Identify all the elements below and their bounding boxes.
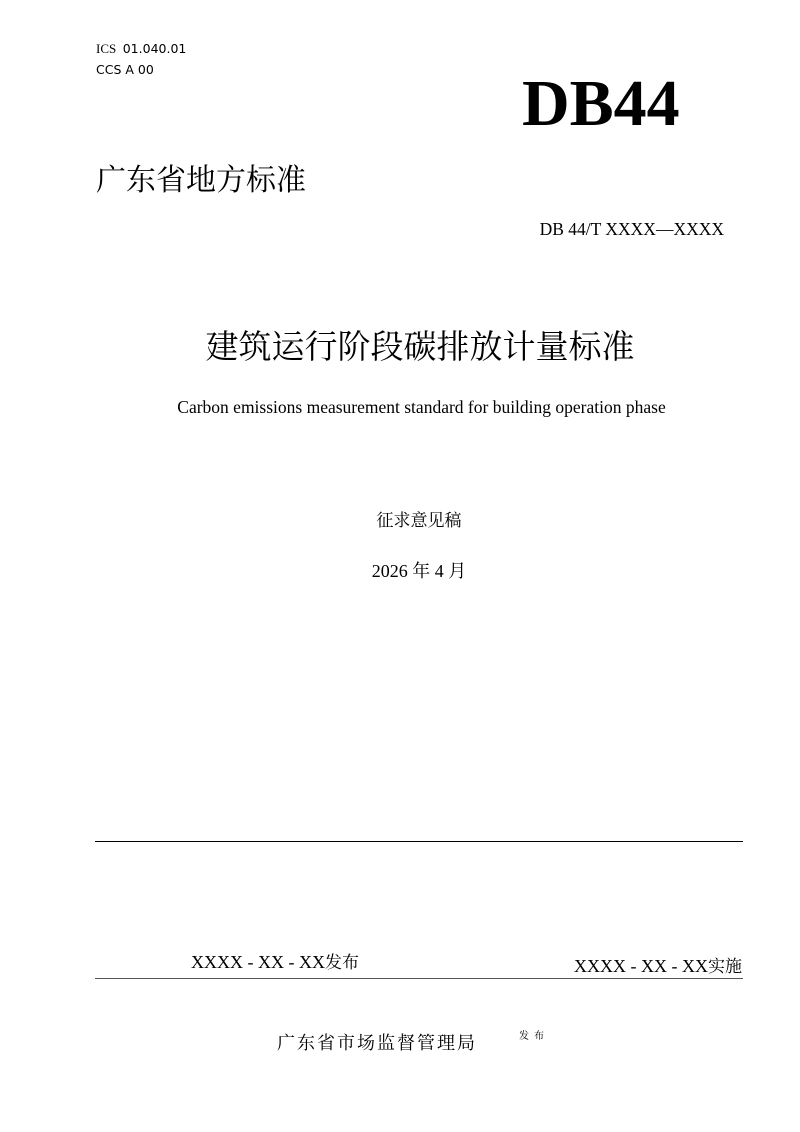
ics-code	[96, 41, 186, 57]
ics-value: 01.040.01	[122, 41, 187, 56]
draft-status: 征求意见稿	[376, 511, 462, 531]
title-english: Carbon emissions measurement standard for building operation phase	[177, 397, 666, 417]
standard-number: DB 44/T XXXX—XXXX	[539, 219, 724, 239]
standard-type: 广东省地方标准	[96, 163, 306, 198]
publish-date	[191, 951, 359, 974]
publish-date-value: XXXX - XX - XX	[191, 952, 325, 972]
issuing-authority: 广东省市场监督管理局	[277, 1033, 477, 1054]
draft-date: 2026 年 4 月	[371, 561, 467, 581]
issue-word: 发布	[519, 1031, 549, 1042]
divider-top	[95, 841, 743, 842]
ics-label: ICS	[96, 41, 117, 56]
effective-date-value: XXXX - XX - XX	[574, 956, 708, 976]
publish-suffix: 发布	[324, 953, 359, 973]
effective-suffix: 实施	[708, 957, 742, 977]
db44-logo: DB44	[522, 67, 680, 140]
effective-date	[574, 955, 742, 978]
divider-bottom	[95, 978, 743, 979]
ccs-code: CCS A 00	[96, 62, 154, 77]
title-chinese: 建筑运行阶段碳排放计量标准	[205, 327, 635, 366]
